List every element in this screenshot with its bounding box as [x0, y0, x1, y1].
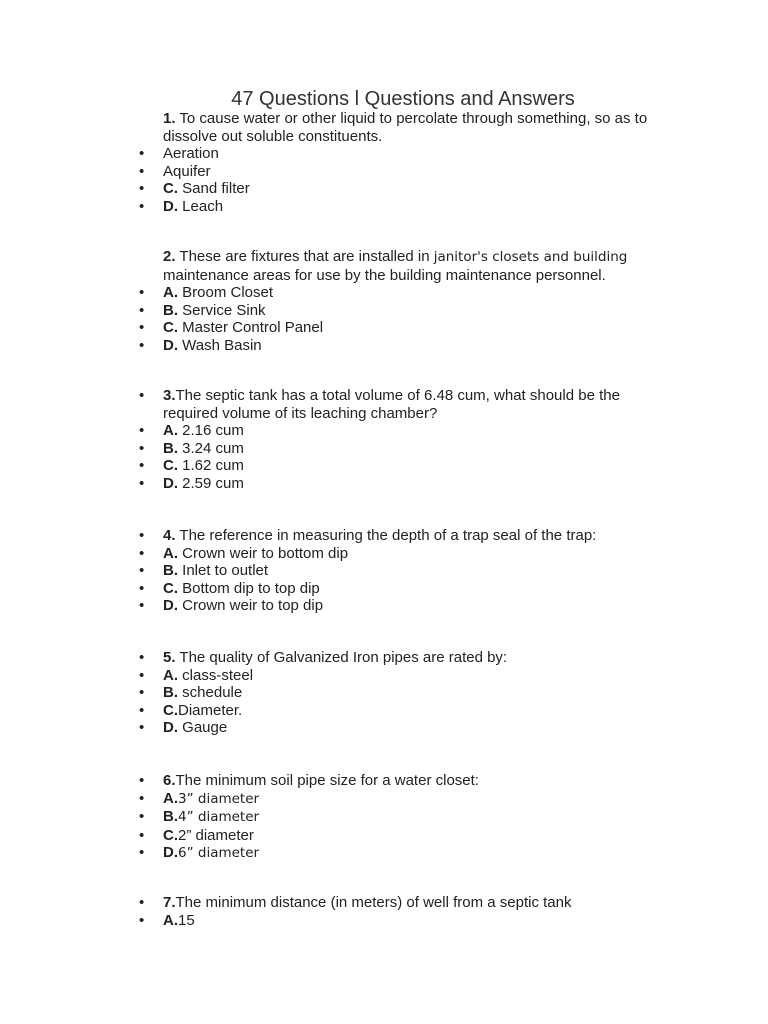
option-item: [0, 790, 663, 809]
option-item: [0, 684, 663, 702]
option-letter: D.: [163, 197, 178, 215]
bullet: •: [139, 162, 145, 180]
option-letter: A.: [163, 911, 178, 929]
option-letter: B.: [163, 684, 178, 702]
question-6: [0, 772, 768, 863]
option-text: Bottom dip to top dip: [178, 579, 320, 597]
bullet: •: [139, 387, 145, 404]
option-letter: B.: [163, 808, 178, 826]
question-text: These are fixtures that are installed in: [175, 248, 434, 265]
option-text: 3” diameter: [178, 790, 260, 807]
option-letter: A.: [163, 789, 178, 807]
option-letter: D.: [163, 844, 178, 862]
option-text: Sand filter: [178, 180, 250, 198]
question-number: 6.: [163, 772, 176, 789]
option-item: [0, 163, 663, 181]
question-text: The minimum soil pipe size for a water closet:: [175, 772, 479, 789]
bullet: •: [139, 439, 145, 457]
option-item: [0, 912, 663, 930]
question-text: janitor's closets and building: [433, 249, 628, 265]
question-number: 7.: [163, 894, 176, 911]
question-2: [0, 248, 768, 355]
option-item: [0, 580, 663, 598]
option-item: [0, 667, 663, 685]
question-number: 2.: [163, 248, 176, 265]
bullet: •: [139, 719, 145, 737]
bullet: •: [139, 666, 145, 684]
option-item: [0, 284, 663, 302]
option-text: 6” diameter: [178, 845, 260, 862]
question-2-stem: [0, 248, 663, 284]
option-text: Crown weir to top dip: [178, 597, 324, 615]
option-letter: B.: [163, 301, 178, 319]
bullet: •: [139, 911, 145, 929]
option-letter: C.: [163, 826, 178, 844]
question-6-stem: [0, 772, 663, 790]
bullet: •: [139, 789, 145, 807]
option-letter: A.: [163, 666, 178, 684]
question-number: 1.: [163, 110, 176, 127]
option-text: Broom Closet: [178, 284, 274, 302]
option-letter: C.: [163, 579, 178, 597]
option-letter: C.: [163, 319, 178, 337]
bullet: •: [139, 579, 145, 597]
option-text: Wash Basin: [178, 336, 262, 354]
option-text: class-steel: [178, 666, 254, 684]
option-letter: D.: [163, 474, 178, 492]
option-text: 3.24 cum: [178, 439, 244, 457]
bullet: •: [139, 597, 145, 615]
option-item: [0, 145, 663, 163]
option-letter: A.: [163, 544, 178, 562]
option-item: [0, 597, 663, 615]
option-text: Diameter.: [178, 701, 243, 719]
bullet: •: [139, 562, 145, 580]
option-item: [0, 844, 663, 863]
bullet: •: [139, 684, 145, 702]
option-text: Gauge: [178, 719, 228, 737]
option-text: Inlet to outlet: [178, 562, 269, 580]
question-5-stem: [0, 649, 663, 667]
option-text: Aeration: [163, 145, 219, 163]
option-item: [0, 440, 663, 458]
option-item: [0, 198, 663, 216]
option-item: [0, 302, 663, 320]
bullet: •: [139, 649, 145, 666]
page-title: 47 Questions l Questions and Answers: [231, 88, 575, 110]
option-item: [0, 337, 663, 355]
question-text: maintenance areas for use by the building maintenance personnel.: [163, 266, 606, 284]
option-text: 2” diameter: [178, 826, 254, 844]
option-item: [0, 719, 663, 737]
bullet: •: [139, 808, 145, 826]
question-5: [0, 649, 768, 737]
option-letter: A.: [163, 422, 178, 440]
bullet: •: [139, 527, 145, 544]
question-1: [0, 110, 768, 216]
option-letter: D.: [163, 719, 178, 737]
bullet: •: [139, 319, 145, 337]
option-text: Leach: [178, 197, 224, 215]
option-text: Aquifer: [163, 162, 211, 180]
bullet: •: [139, 422, 145, 440]
bullet: •: [139, 284, 145, 302]
question-4-stem: [0, 527, 663, 545]
bullet: •: [139, 145, 145, 163]
option-item: [0, 475, 663, 493]
question-3: [0, 387, 768, 493]
question-number: 4.: [163, 527, 176, 544]
option-item: [0, 180, 663, 198]
option-text: schedule: [178, 684, 243, 702]
option-item: [0, 702, 663, 720]
bullet: •: [139, 474, 145, 492]
bullet: •: [139, 336, 145, 354]
bullet: •: [139, 844, 145, 862]
option-text: Service Sink: [178, 301, 266, 319]
option-letter: B.: [163, 439, 178, 457]
option-letter: C.: [163, 180, 178, 198]
question-7: [0, 894, 768, 929]
option-item: [0, 562, 663, 580]
option-letter: D.: [163, 336, 178, 354]
option-text: Master Control Panel: [178, 319, 324, 337]
question-3-stem: [0, 387, 663, 422]
option-item: [0, 319, 663, 337]
option-text: 1.62 cum: [178, 457, 244, 475]
option-item: [0, 422, 663, 440]
bullet: •: [139, 180, 145, 198]
bullet: •: [139, 457, 145, 475]
bullet: •: [139, 772, 145, 789]
option-text: 4” diameter: [178, 809, 260, 826]
option-item: [0, 545, 663, 563]
option-letter: C.: [163, 457, 178, 475]
option-letter: B.: [163, 562, 178, 580]
question-7-stem: [0, 894, 663, 912]
option-text: Crown weir to bottom dip: [178, 544, 349, 562]
option-text: 2.59 cum: [178, 474, 244, 492]
option-item: [0, 457, 663, 475]
bullet: •: [139, 894, 145, 911]
bullet: •: [139, 826, 145, 844]
bullet: •: [139, 301, 145, 319]
option-letter: A.: [163, 284, 178, 302]
option-text: 15: [178, 911, 195, 929]
question-1-stem: [0, 110, 663, 145]
option-letter: D.: [163, 597, 178, 615]
question-number: 5.: [163, 649, 176, 666]
bullet: •: [139, 197, 145, 215]
question-text: The minimum distance (in meters) of well from a septic tank: [175, 894, 572, 911]
option-item: [0, 808, 663, 827]
option-item: [0, 827, 663, 845]
question-text: The septic tank has a total volume of 6.48 cum, what should be the required volume of its leaching chamber?: [163, 387, 620, 422]
question-4: [0, 527, 768, 615]
question-text: The quality of Galvanized Iron pipes are rated by:: [175, 649, 508, 666]
question-text: To cause water or other liquid to percolate through something, so as to dissolve out soluble constituents.: [163, 110, 648, 145]
question-number: 3.: [163, 387, 176, 404]
option-letter: C.: [163, 701, 178, 719]
question-text: The reference in measuring the depth of a trap seal of the trap:: [175, 527, 597, 544]
option-text: 2.16 cum: [178, 422, 244, 440]
bullet: •: [139, 544, 145, 562]
bullet: •: [139, 701, 145, 719]
